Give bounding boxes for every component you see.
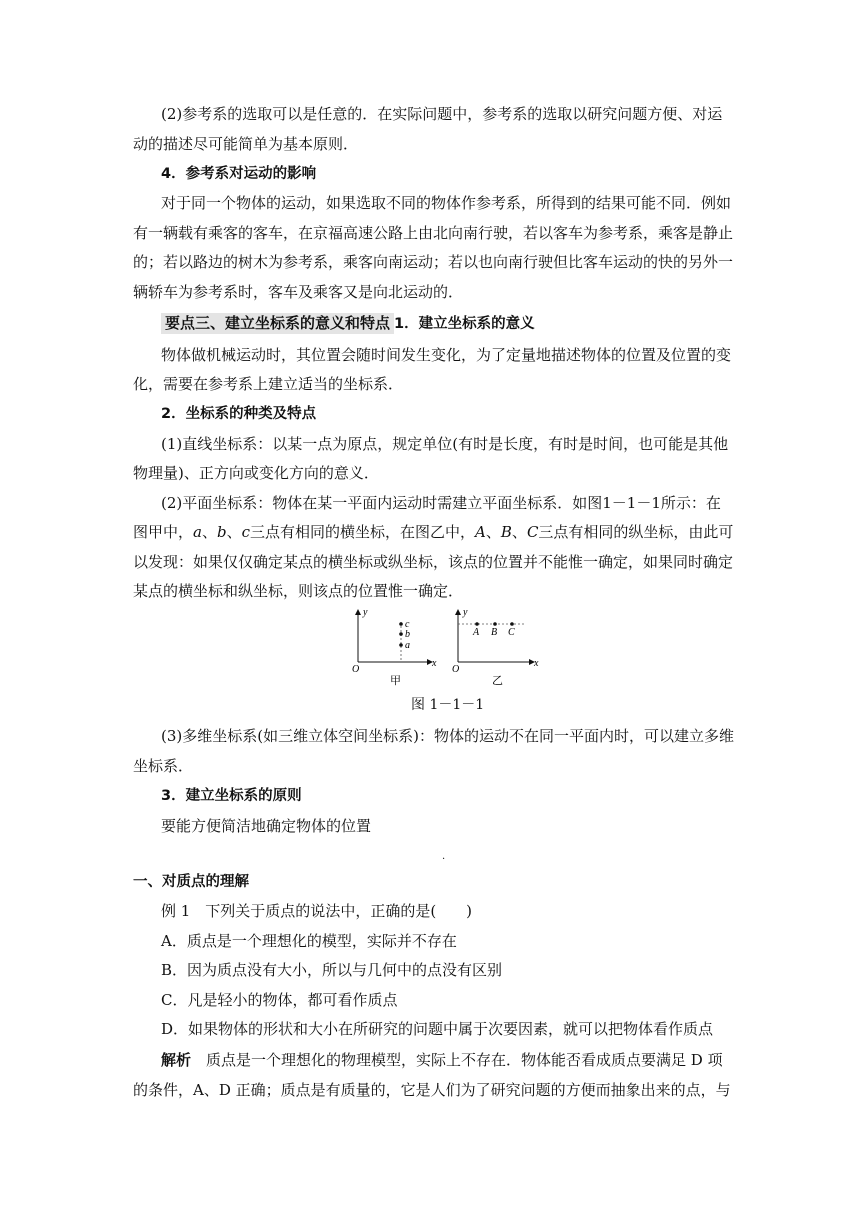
figure-caption: 图 1－1－1 (411, 697, 485, 713)
analysis-1 (161, 1050, 723, 1070)
var-C: C (526, 523, 539, 541)
option-d: D．如果物体的形状和大小在所研究的问题中属于次要因素，就可以把物体看作质点 (161, 1020, 714, 1038)
figure-left-axes (352, 607, 437, 687)
text-segment: 、 (511, 523, 527, 541)
label-o-left: O (352, 664, 360, 675)
para-effect-2: 有一辆载有乘客的客车，在京福高速公路上由北向南行驶，若以客车为参考系，乘客是静止 (133, 224, 734, 242)
label-c: c (405, 619, 410, 630)
label-C: C (508, 627, 515, 638)
var-B: B (500, 523, 512, 541)
para-effect-3: 的；若以路边的树木为参考系，乘客向南运动；若以也向南行驶但比客车运动的快的另外一 (133, 253, 734, 271)
section-heading-3 (161, 313, 535, 334)
para-principle: 要能方便简洁地确定物体的位置 (161, 817, 372, 835)
para-plane-3: 以发现：如果仅仅确定某点的横坐标或纵坐标，该点的位置并不能惟一确定，如果同时确定 (133, 553, 734, 571)
point-a (399, 643, 403, 647)
para-multi-2: 坐标系． (133, 757, 194, 775)
var-b: b (216, 523, 227, 541)
para-plane-2 (133, 522, 733, 542)
point-A (475, 622, 479, 626)
para-reference-choice-1: (2)参考系的选取可以是任意的．在实际问题中，参考系的选取以研究问题方便、对运 (161, 105, 723, 123)
option-a: A．质点是一个理想化的模型，实际并不存在 (161, 932, 457, 950)
para-meaning-2: 化，需要在参考系上建立适当的坐标系． (133, 375, 404, 393)
var-A: A (475, 523, 486, 541)
text-segment: 图甲中， (133, 523, 194, 541)
para-effect-4: 辆轿车为参考系时，客车及乘客又是向北运动的． (133, 283, 464, 301)
text-segment: 三点有相同的横坐标，在图乙中， (250, 523, 476, 541)
analysis-2: 的条件，A、D 正确；质点是有质量的，它是人们为了研究问题的方便而抽象出来的点，与 (133, 1081, 731, 1099)
point-B (493, 622, 497, 626)
label-x-left: x (432, 658, 437, 669)
text-segment: 三点有相同的纵坐标，由此可 (538, 523, 734, 541)
point-b (399, 632, 403, 636)
label-jia: 甲 (390, 675, 401, 687)
analysis-label: 解析 (161, 1051, 192, 1069)
text-segment: 、 (226, 523, 242, 541)
para-plane-1: (2)平面坐标系：物体在某一平面内运动时需建立平面坐标系．如图1－1－1所示：在 (161, 494, 721, 512)
para-reference-choice-2: 动的描述尽可能简单为基本原则． (133, 135, 359, 153)
heading-reference-effect: 4．参考系对运动的影响 (161, 166, 317, 182)
example-1: 例 1 下列关于质点的说法中，正确的是( ) (161, 902, 473, 920)
label-y-right: y (463, 607, 468, 618)
label-o-right: O (452, 664, 460, 675)
text-segment: 、 (485, 523, 501, 541)
figure-coordinate-systems (340, 604, 550, 688)
para-linear-2: 物理量)、正方向或变化方向的意义． (133, 464, 379, 482)
para-multi-1: (3)多维坐标系(如三维立体空间坐标系)：物体的运动不在同一平面内时，可以建立多维 (161, 727, 734, 745)
analysis-text: 质点是一个理想化的物理模型，实际上不存在．物体能否看成质点要满足 D 项 (191, 1051, 723, 1069)
label-B: B (491, 627, 498, 638)
center-dot: . (442, 851, 446, 862)
label-a: a (405, 640, 410, 651)
label-b: b (405, 629, 410, 640)
point-c (399, 622, 403, 626)
heading-particle: 一、对质点的理解 (133, 874, 249, 890)
heading-coordinate-types: 2．坐标系的种类及特点 (161, 406, 317, 422)
para-effect-1: 对于同一个物体的运动，如果选取不同的物体作参考系，所得到的结果可能不同．例如 (161, 194, 732, 212)
option-c: C．凡是轻小的物体，都可看作质点 (161, 991, 398, 1009)
var-c: c (241, 523, 251, 541)
subheading-meaning: 1．建立坐标系的意义 (394, 316, 535, 332)
point-C (510, 622, 514, 626)
label-yi: 乙 (492, 675, 503, 687)
var-a: a (193, 523, 202, 541)
label-x-right: x (534, 658, 539, 669)
para-meaning-1: 物体做机械运动时，其位置会随时间发生变化，为了定量地描述物体的位置及位置的变 (161, 346, 732, 364)
label-A: A (473, 627, 480, 638)
heading-principle: 3．建立坐标系的原则 (161, 788, 302, 804)
text-segment: 、 (201, 523, 217, 541)
option-b: B．因为质点没有大小，所以与几何中的点没有区别 (161, 961, 503, 979)
label-y-left: y (363, 607, 368, 618)
section-title-highlight: 要点三、建立坐标系的意义和特点 (161, 313, 394, 334)
figure-right-axes (452, 607, 539, 687)
para-plane-4: 某点的横坐标和纵坐标，则该点的位置惟一确定． (133, 582, 464, 600)
para-linear-1: (1)直线坐标系：以某一点为原点，规定单位(有时是长度，有时是时间，也可能是其他 (161, 435, 729, 453)
